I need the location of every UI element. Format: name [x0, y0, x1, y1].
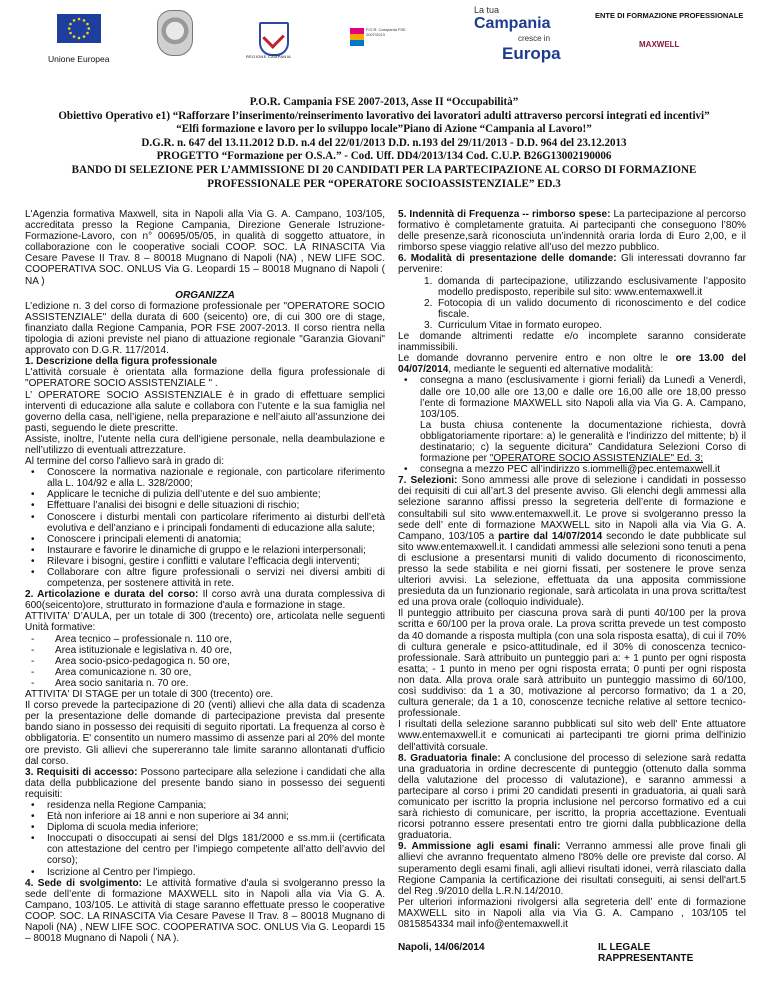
- section-9-paragraph: [398, 841, 746, 896]
- requirement-list-item: • residenza nella Regione Campania;: [25, 800, 385, 811]
- results-paragraph: I risultati della selezione saranno pubblicati sul sito web dell' Ente attuatore www.entemaxwell.it e comunicati ai partecipanti tre giorni prima dell'inizio dell'attività corsuale.: [398, 719, 746, 753]
- unit-list-item: - Area istituzionale e legislativa n. 40 ore,: [25, 645, 385, 656]
- section-9-title: 9. Ammissione agli esami finali:: [398, 841, 561, 853]
- section-3-paragraph: [25, 767, 385, 800]
- signature-label: IL LEGALE RAPPRESENTANTE: [598, 942, 694, 965]
- section-1-title: 1. Descrizione della figura professionale: [25, 356, 218, 368]
- logo-header: [0, 0, 768, 88]
- section-3-title: 3. Requisiti di accesso:: [25, 766, 138, 778]
- section-1-paragraph: L'attività corsuale è orientata alla formazione della figura professionale di "OPERATORE SOCIO ASSISTENZIALE " .: [25, 367, 385, 390]
- section-1-paragraph: L’ OPERATORE SOCIO ASSISTENZIALE è in grado di effettuare semplici interventi di educazione alla salute e collabora con l’utente e la sua famiglia nel governo della casa, nell’igiene, nella preparazione e nell’aiuto all’assunzione dei pasti, seguendo le diete prescritte.: [25, 389, 385, 434]
- section-8-paragraph: [398, 753, 746, 842]
- skill-list-item: • Collaborare con altre figure professionali o servizi nei diversi ambiti di competenza, per sostenere attività in rete.: [25, 567, 385, 589]
- signature-row: [398, 942, 746, 965]
- section-7-text: Sono ammessi alle prove di selezione i candidati in possesso dei requisiti di cui all’art.3 del presente avviso. Gli elenchi degli ammessi alla selezione saranno affissi presso la segreteria dell’ente di formazione e consultabili sul sito www.entemaxwell.it. Le prove si svolgeranno presso la sede dell’ ente di formazione MAXWELL sito in Napoli alla via Via G. A. Campano, 103/105 a: [398, 475, 746, 542]
- section-5-text: La partecipazione al percorso formativo è completamente gratuita. Ai partecipanti che conseguono l’80% delle presenze,sarà riconosciuta un’indennità oraria lorda di Euro 2,00, e il rimborso spese viaggio relative all’uso del mezzo pubblico.: [398, 209, 746, 254]
- section-7-title: 7. Selezioni:: [398, 475, 458, 487]
- unit-list-item: - Area tecnico – professionale n. 110 ore,: [25, 634, 385, 645]
- ente-label: ENTE DI FORMAZIONE PROFESSIONALE: [595, 11, 744, 20]
- slogan-campania: Campania: [474, 15, 551, 32]
- maxwell-logo: MAXWELL: [639, 40, 680, 49]
- document-list-item: 2. Fotocopia di un valido documento di riconoscimento e del codice fiscale.: [424, 297, 746, 320]
- por-label: P.O.R. Campania FSE 2007/2013: [366, 27, 406, 37]
- left-column: [25, 209, 385, 944]
- title-line: “Elfi formazione e lavoro per lo sviluppo locale”Piano di Azione “Campania al Lavoro!”: [176, 123, 592, 136]
- deadline-text: Le domande dovranno pervenire entro e non oltre le: [398, 353, 676, 365]
- requirement-list-item: • Età non inferiore ai 18 anni e non superiore ai 34 anni;: [25, 811, 385, 822]
- document-list-text: domanda di partecipazione, utilizzando esclusivamente l’apposito modello predisposto, reperibile sul sito: www.entemaxwell.it: [438, 275, 746, 298]
- unit-list-item: - Area socio-psico-pedagogica n. 50 ore,: [25, 656, 385, 667]
- section-8-text: A conclusione del processo di selezione sarà redatta una graduatoria in ordine decrescente di punteggio (ottenuto dalla somma della valutazione del processo di valutazione), e saranno ammessi a partecipare al corso i primi 20 candidati presenti in graduatoria, ai quali sarà comunicato per iscritto la propria inclusione nel percorso formativo ed a cui sarà richiesto di comunicare, per iscritto, la propria accettazione. Eventuali ricorsi potranno essere presentati entro tre giorni dalla pubblicazione della graduatoria.: [398, 752, 746, 842]
- section-5-title: 5. Indennità di Frequenza -- rimborso spese:: [398, 209, 611, 220]
- slogan-cresce: cresce in: [518, 34, 551, 43]
- section-6-note: Le domande altrimenti redatte e/o incomplete saranno considerate inammissibili.: [398, 331, 746, 354]
- edition-paragraph: L’edizione n. 3 del corso di formazione professionale per "OPERATORE SOCIO ASSISTENZIALE" della durata di 600 (seicento) ore, di cui 300 ore di stage, finanziato dalla Regione Campania, POR FSE 2007-2013. Il corso rientra nella tipologia di azioni previste nel piano di attuazione regionale "Garanzia Giovani" approvato con D.G.R. 117/2014.: [25, 300, 385, 357]
- requirement-list-item: • Iscrizione al Centro per l’impiego.: [25, 867, 385, 878]
- skill-list-item: • Conoscere i disturbi mentali con particolare riferimento ai disturbi dell’età evolutiva e dell’anziano e i principali fondamenti di educazione alla salute;: [25, 512, 385, 534]
- section-4-title: 4. Sede di svolgimento:: [25, 877, 142, 889]
- intro-paragraph: L'Agenzia formativa Maxwell, sita in Napoli alla Via G. A. Campano, 103/105, accreditata presso la Regione Campania, Direzione Generale Istruzione-Formazione-Lavoro, con n° 00695/05/05, in qualità di soggetto attuatore, in collaborazione con le cooperative sociali COOP. SOC. LA RINASCITA Via Cesare Pavese II Trav. 8 – 80018 Mugnano di Napoli (NA) , NEW LIFE SOC. COOPERATIVA SOC. ONLUS Via G. Leopardi 15 – 80018 Mugnano di Napoli ( NA ): [25, 209, 385, 287]
- section-1-paragraph: Al termine del corso l'allievo sarà in grado di:: [25, 456, 225, 468]
- section-8-title: 8. Graduatoria finale:: [398, 752, 501, 764]
- skill-list-item: • Instaurare e favorire le dinamiche di gruppo e le relazioni interpersonali;: [25, 545, 385, 556]
- eu-label: Unione Europea: [48, 54, 110, 64]
- slogan-europa: Europa: [502, 44, 561, 63]
- section-1-paragraph: Assiste, inoltre, l’utente nella cura dell’igiene personale, nella deambulazione e nell’utilizzo di eventuali attrezzature.: [25, 433, 385, 456]
- document-list-item: 3. Curriculum Vitae in formato europeo.: [424, 319, 602, 331]
- title-line: BANDO DI SELEZIONE PER L’AMMISSIONE DI 20 CANDIDATI PER LA PARTECIPAZIONE AL CORSO DI FORMAZIONE: [71, 163, 697, 176]
- requirement-list-item: • Inoccupati o disoccupati ai sensi del Dlgs 181/2000 e ss.mm.ii (certificata con attestazione del centro per l’impiego competente all’atto dell’avvio del corso);: [25, 833, 385, 866]
- eu-flag-icon: [57, 14, 101, 43]
- selection-start-date: partire dal 14/07/2014: [498, 530, 603, 542]
- unit-list-item: - Area socio sanitaria n. 70 ore.: [25, 678, 385, 689]
- skill-list-item: • Applicare le tecniche di pulizia dell’utente e del suo ambiente;: [25, 489, 385, 500]
- slogan-lasua: La tua: [474, 5, 500, 15]
- title-line: Obiettivo Operativo e1) “Rafforzare l’inserimento/reinserimento lavorativo dei lavoratori adulti attraverso percorsi integrati ed incentivi”: [58, 109, 710, 122]
- delivery-method-item: • consegna a mano (esclusivamente i giorni feriali) da Lunedì a Venerdì, dalle ore 10,00 alle ore 13,00 e dalle ore 16,00 alle ore 18,00 presso l’ente di formazione MAXWELL sito Napoli alla via Via G. A. Campano, 103/105.: [398, 375, 746, 419]
- italian-republic-emblem-icon: [157, 10, 193, 56]
- region-label: REGIONE CAMPANIA: [246, 54, 291, 59]
- delivery-method-item: • consegna a mezzo PEC all’indirizzo s.iommelli@pec.entemaxwell.it: [398, 464, 746, 475]
- delivery-detail-underline: "OPERATORE SOCIO ASSISTENZIALE" Ed. 3;: [489, 453, 704, 465]
- right-column: [398, 209, 747, 965]
- scoring-paragraph: Il punteggio attribuito per ciascuna prova sarà di punti 40/100 per la prova scritta e 60/100 per la prova orale. La prova scritta prevede un test composto da 40 domande a risposta multipla (con una sola risposta esatta), di cui il 70% di cultura generale e psico-attitudinale, ed il 30% di conoscenza tecnico-professionale. Sarà attribuito un punteggio pari a: + 1 punto per ogni risposta esatta; - 1 punto in meno per ogni risposta errata; 0 punti per ogni risposta non data. Alla prova orale sarà attribuito un punteggio massimo di 60/100, così suddiviso: da 1 a 30, motivazione al percorso formativo; da 1 a 20, cultura generale; da 1 a 10, conoscenze tecniche relative al settore tecnico-professionale.: [398, 608, 746, 720]
- deadline-date: ore 13.00 del 04/07/2014: [398, 353, 747, 376]
- maxwell-logo-frame: [598, 22, 740, 79]
- document-list-item: 1. domanda di partecipazione, utilizzando esclusivamente l’apposito modello predisposto, reperibile sul sito: www.entemaxwell.it: [424, 275, 746, 298]
- section-6-paragraph: [398, 253, 746, 275]
- section-9-text: Verranno ammessi alle prove finali gli allievi che avranno frequentato almeno l'80% delle ore previste dal corso. Al superamento degli esami finali, agli allievi risultati idonei, verrà rilasciato dalla Regione Campania la certificazione dei risultati conseguiti, ai sensi dell'art.5 del Reg .9/2010 della L.R.N.14/2010.: [398, 841, 747, 897]
- title-line: P.O.R. Campania FSE 2007-2013, Asse II “Occupabilità”: [249, 96, 519, 108]
- por-logo-icon: [350, 28, 364, 46]
- regione-campania-logo-icon: [259, 22, 289, 56]
- document-list-text: Curriculum Vitae in formato europeo.: [438, 319, 602, 331]
- contact-paragraph: Per ulteriori informazioni rivolgersi alla segreteria dell’ ente di formazione MAXWELL sito in Napoli alla via Via G. A. Campano , 103/105 tel 0815854334 mail info@entemaxwell.it: [398, 896, 746, 930]
- section-6-title: 6. Modalità di presentazione delle domande:: [398, 253, 617, 265]
- title-line: PROFESSIONALE PER “OPERATORE SOCIOASSISTENZIALE” ED.3: [207, 177, 561, 190]
- section-2-title: 2. Articolazione e durata del corso:: [25, 589, 199, 601]
- section-5-paragraph: [398, 209, 746, 253]
- section-7-paragraph: [398, 475, 746, 608]
- section-2-paragraph: [25, 589, 385, 611]
- aula-paragraph: ATTIVITA' D’AULA, per un totale di 300 (trecento) ore, articolata nelle seguenti Unità formative:: [25, 611, 385, 634]
- section-4-paragraph: [25, 878, 385, 945]
- document-list-text: Fotocopia di un valido documento di riconoscimento e del codice fiscale.: [438, 297, 746, 320]
- skill-list-item: • Conoscere la normativa nazionale e regionale, con particolare riferimento alla L. 104/92 e alla L. 328/2000;: [25, 467, 385, 489]
- stage-paragraph: ATTIVITA' DI STAGE per un totale di 300 (trecento) ore.: [25, 689, 274, 701]
- section-3-text: Possono partecipare alla selezione i candidati che alla data della pubblicazione del presente bando siano in possesso dei seguenti requisiti:: [25, 766, 385, 800]
- organizza-heading: ORGANIZZA: [175, 289, 235, 301]
- skill-list-item: • Effettuare l’analisi dei bisogni e delle situazioni di rischio;: [25, 500, 385, 511]
- section-6-text: Gli interessati dovranno far pervenire:: [398, 253, 746, 276]
- deadline-paragraph: [398, 353, 746, 375]
- document-title: [0, 96, 768, 191]
- section-2-text: Il corso avrà una durata complessiva di 600(seicento)ore, strutturato in formazione d'aula e formazione in stage.: [25, 589, 385, 612]
- section-7-text: secondo le date pubblicate sul sito www.entemaxwell.it. I candidati ammessi alle selezioni sono tenuti a pena di esclusione a presentarsi muniti di valido documento di riconoscimento, presso la sede stabilita e nei giorni fissati, per sostenere le prove senza ulteriori avvisi. La selezione, effettuata da una apposita commissione presieduta da un funzionario regionale, sarà articolata in una prova scritta/test ed una prova orale (colloquio individuale).: [398, 530, 746, 609]
- skill-list-item: • Conoscere i principali elementi di anatomia;: [25, 534, 385, 545]
- participation-paragraph: Il corso prevede la partecipazione di 20 (venti) allievi che alla data di scadenza per la presentazione delle domande di partecipazione prevista dal presente bando siano in possesso dei requisiti di seguito riportati. La frequenza al corso è obbligatoria. E' consentito un numero massimo di assenze pari al 20% del monte ore previsto. Gli allievi che supereranno tale limite saranno allontanati d'ufficio dal corso.: [25, 700, 385, 767]
- title-line: D.G.R. n. 647 del 13.11.2012 D.D. n.4 del 22/01/2013 D.D. n.193 del 29/11/2013 - D.D. 964 del 23.12.2013: [141, 136, 627, 149]
- title-line: PROGETTO “Formazione per O.S.A.” - Cod. Uff. DD4/2013/134 Cod. C.U.P. B26G13002190006: [156, 150, 612, 163]
- delivery-detail-text: La busta chiusa contenente la documentazione richiesta, dovrà obbligatoriamente riportare: a) le generalità e l’indirizzo del mittente; b) il destinatario; c) la seguente dicitura" Candidatura Selezioni Corso di formazione per: [420, 419, 746, 465]
- deadline-text: , mediante le seguenti ed alternative modalità:: [448, 364, 654, 376]
- place-date: Napoli, 14/06/2014: [398, 942, 485, 954]
- unit-list-item: - Area comunicazione n. 30 ore,: [25, 667, 385, 678]
- skill-list-item: • Rilevare i bisogni, gestire i conflitti e valutare l’efficacia degli interventi;: [25, 556, 385, 567]
- requirement-list-item: • Diploma di scuola media inferiore;: [25, 822, 385, 833]
- section-4-text: Le attività formative d'aula si svolgeranno presso la sede dell’ente di formazione MAXWELL sito in Napoli alla via Via G. A. Campano, 103/105. Le attività di stage saranno effettuate presso le cooperative COOP. SOC. LA RINASCITA Via Cesare Pavese II Trav. 8 – 80018 Mugnano di Napoli (NA) , NEW LIFE SOC. COOPERATIVA SOC. ONLUS Via G. Leopardi 15 – 80018 Mugnano di Napoli ( NA ).: [25, 877, 386, 945]
- delivery-method-detail: [398, 420, 746, 464]
